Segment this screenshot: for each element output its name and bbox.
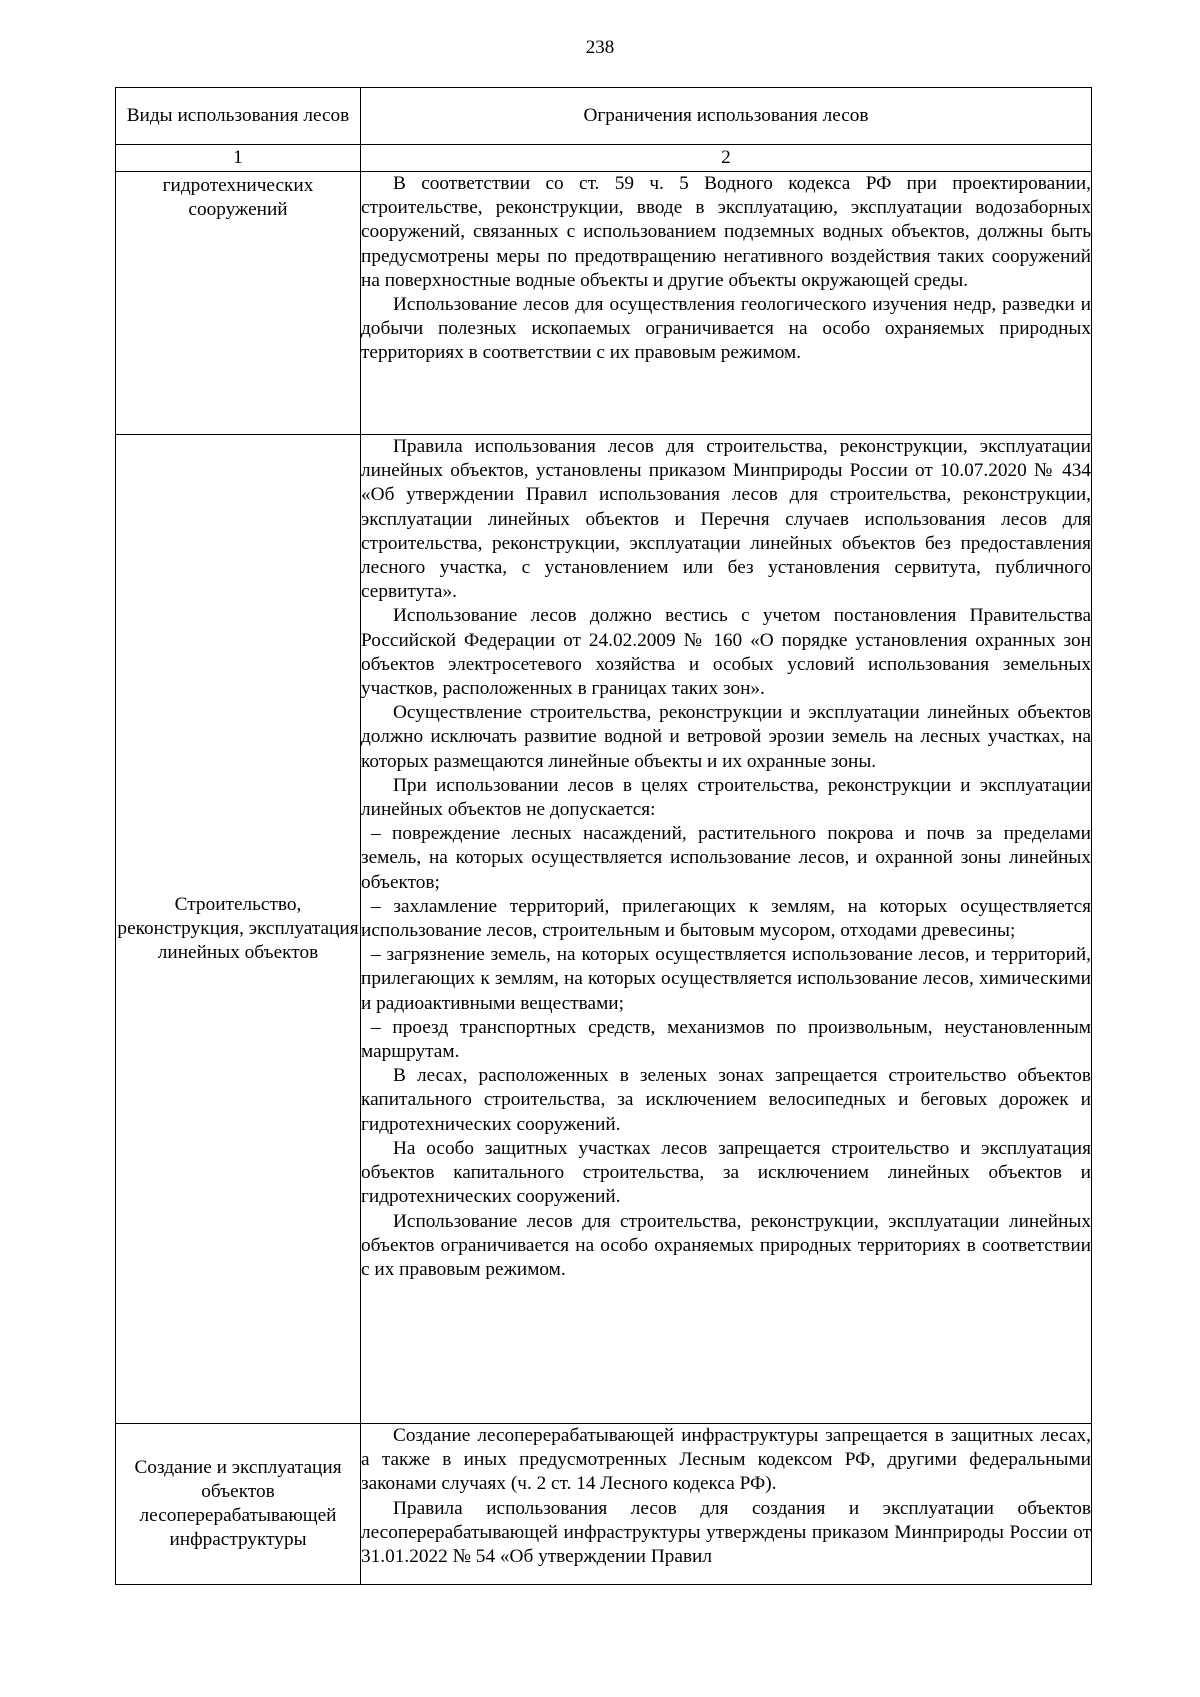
paragraph: В соответствии со ст. 59 ч. 5 Водного кодекса РФ при проектировании, строительстве, реконструкции, вводе в эксплуатацию, эксплуатации водозаборных сооружений, связанных с использованием подземных водных объектов, должны быть предусмотрены меры по предотвращению негативного воздействия таких сооружений на поверхностные водные объекты и другие объекты окружающей среды.: [361, 173, 1091, 291]
paragraph: Создание лесоперерабатывающей инфраструктуры запрещается в защитных лесах, а также в иных предусмотренных Лесным кодексом РФ, другими федеральными законами случаях (ч. 2 ст. 14 Лесного кодекса РФ).: [361, 1425, 1091, 1495]
table-row: [116, 172, 1092, 435]
use-kind-cell: Строительство, реконструкция, эксплуатация линейных объектов: [116, 435, 361, 1424]
use-kind-cell: Создание и эксплуатация объектов лесоперерабатывающей инфраструктуры: [116, 1424, 361, 1585]
paragraph: Осуществление строительства, реконструкции и эксплуатации линейных объектов должно исключать развитие водной и ветровой эрозии земель на лесных участках, на которых размещаются линейные объекты и их охранные зоны.: [361, 702, 1091, 772]
use-kind-cell: гидротехнических сооружений: [116, 172, 361, 435]
paragraph: Правила использования лесов для создания и эксплуатации объектов лесоперерабатывающей инфраструктуры утверждены приказом Минприроды России от 31.01.2022 № 54 «Об утверждении Правил: [361, 1497, 1091, 1568]
paragraph: При использовании лесов в целях строительства, реконструкции и эксплуатации линейных объектов не допускается:: [361, 774, 1091, 821]
dash-item: – загрязнение земель, на которых осуществляется использование лесов, и территорий, прилегающих к землям, на которых осуществляется использование лесов, химическими и радиоактивными веществами;: [361, 944, 1091, 1014]
column-number-1: 1: [116, 145, 361, 172]
column-number-2: 2: [361, 145, 1092, 172]
header-use-kind: Виды использования лесов: [116, 88, 361, 145]
dash-item: – захламление территорий, прилегающих к землям, на которых осуществляется использование лесов, строительным и бытовым мусором, отходами древесины;: [361, 895, 1091, 942]
paragraph: Использование лесов для осуществления геологического изучения недр, разведки и добычи полезных ископаемых ограничивается на особо охраняемых природных территориях в соответствии с их правовым режимом.: [361, 294, 1091, 364]
table-row: [116, 435, 1092, 1424]
page-number: 238: [585, 37, 615, 58]
column-number-row: [116, 145, 1092, 172]
paragraph: Использование лесов должно вестись с учетом постановления Правительства Российской Федерации от 24.02.2009 № 160 «О порядке установления охранных зон объектов электросетевого хозяйства и особых условий использования земельных участков, расположенных в границах таких зон».: [361, 605, 1091, 700]
dash-item: – повреждение лесных насаждений, растительного покрова и почв за пределами земель, на которых осуществляется использование лесов, и охранной зоны линейных объектов;: [361, 823, 1091, 893]
dash-item: – проезд транспортных средств, механизмов по произвольным, неустановленным маршрутам.: [361, 1016, 1091, 1063]
restrictions-cell: [361, 1424, 1092, 1585]
table-row: [116, 1424, 1092, 1585]
header-restrictions: Ограничения использования лесов: [361, 88, 1092, 145]
restrictions-cell: [361, 435, 1092, 1424]
paragraph: Использование лесов для строительства, реконструкции, эксплуатации линейных объектов ограничивается на особо охраняемых природных территориях в соответствии с их правовым режимом.: [361, 1210, 1091, 1280]
restrictions-cell: [361, 172, 1092, 435]
paragraph: На особо защитных участках лесов запрещается строительство и эксплуатация объектов капитального строительства, за исключением линейных объектов и гидротехнических сооружений.: [361, 1137, 1091, 1208]
table-header-row: [116, 88, 1092, 145]
paragraph: Правила использования лесов для строительства, реконструкции, эксплуатации линейных объектов, установлены приказом Минприроды России от 10.07.2020 № 434 «Об утверждении Правил использования лесов для строительства, реконструкции, эксплуатации линейных объектов и Перечня случаев использования лесов для строительства, реконструкции, эксплуатации линейных объектов без предоставления лесного участка, с установлением или без установления сервитута, публичного сервитута».: [361, 436, 1091, 603]
forest-use-restrictions-table: [115, 87, 1092, 1585]
paragraph: В лесах, расположенных в зеленых зонах запрещается строительство объектов капитального строительства, за исключением велосипедных и беговых дорожек и гидротехнических сооружений.: [361, 1065, 1091, 1135]
